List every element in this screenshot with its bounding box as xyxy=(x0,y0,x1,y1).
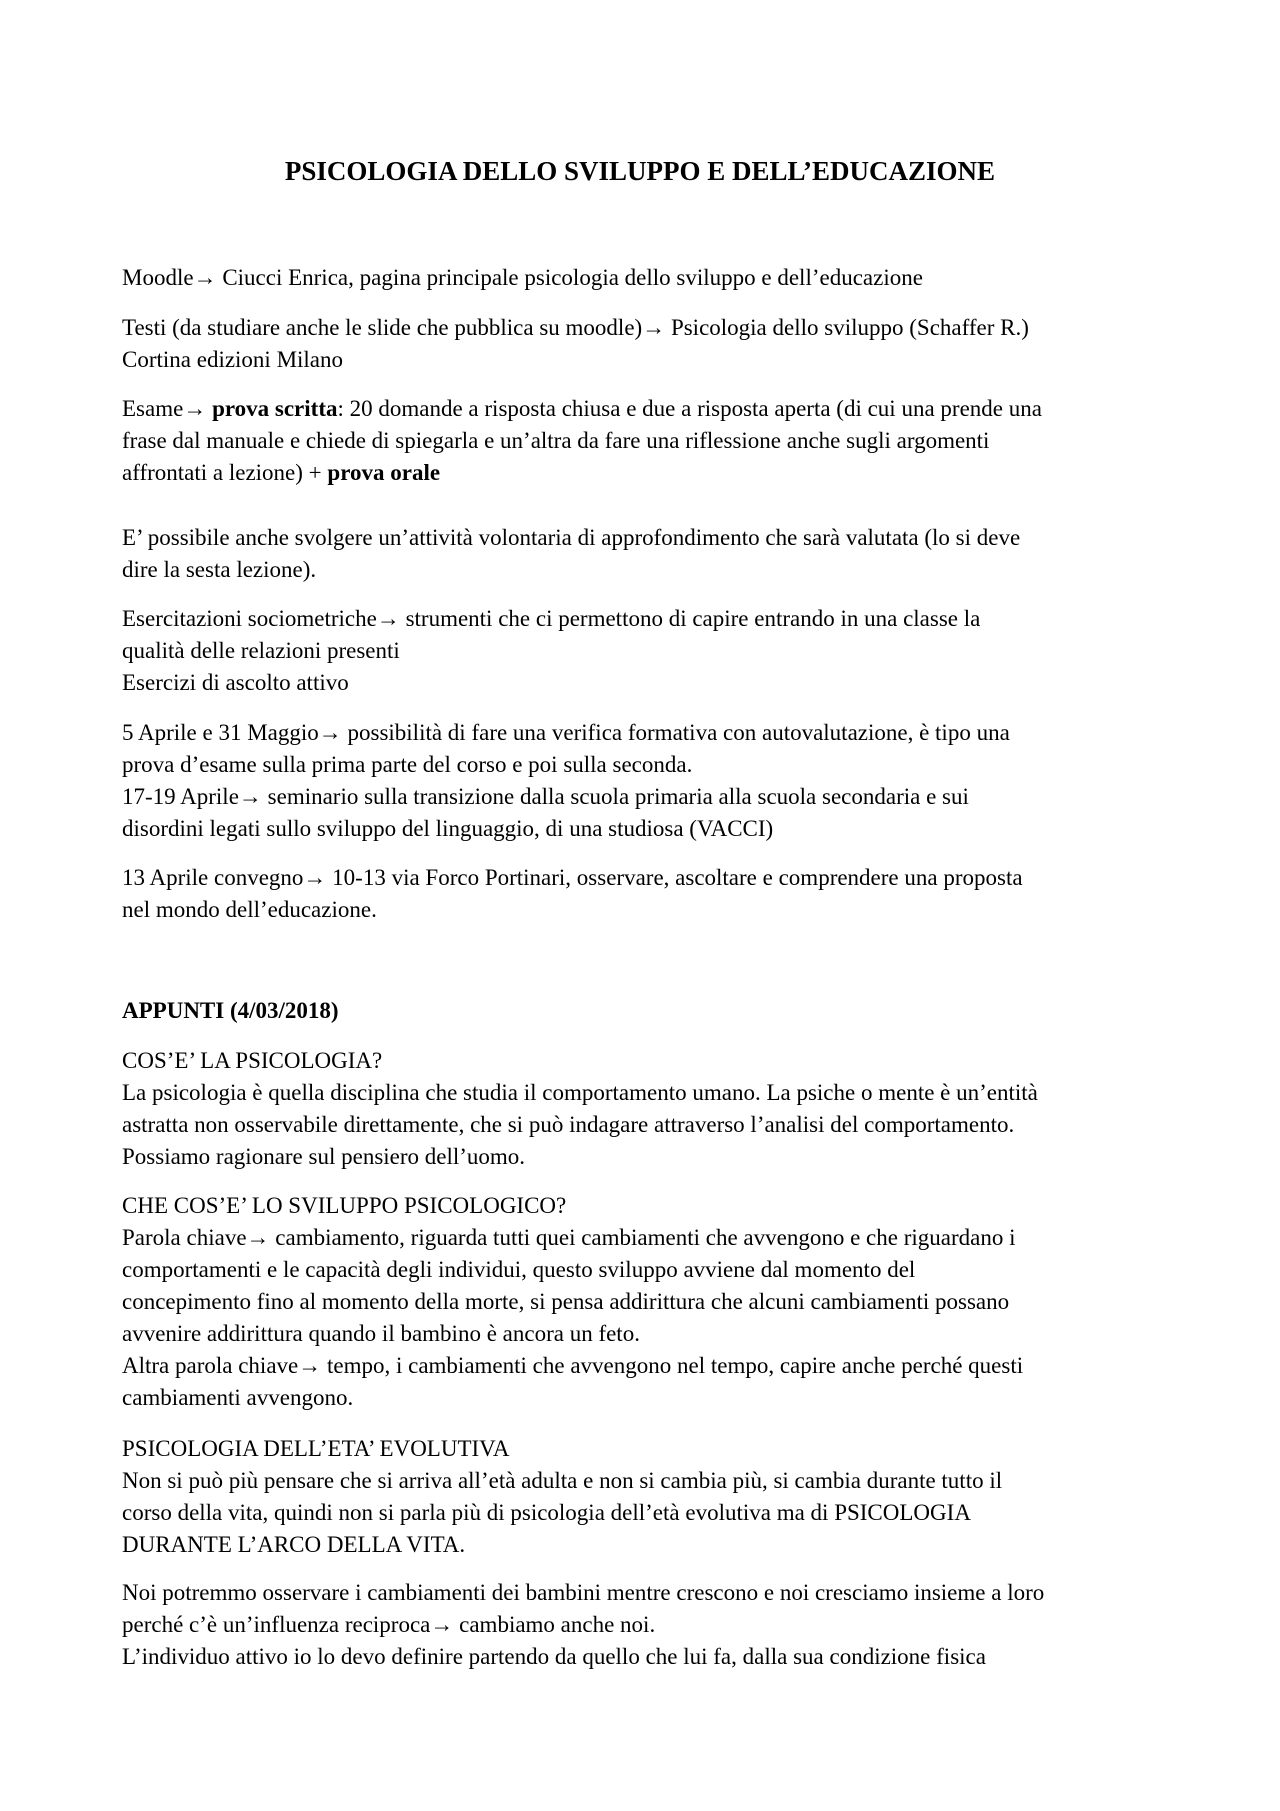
section-psicologia: COS’E’ LA PSICOLOGIA? La psicologia è quella disciplina che studia il comportamento umano. La psiche o mente è un’entità astratta non osservabile direttamente, che si può indagare attraverso l’analisi del comportamento. Possiamo ragionare sul pensiero dell’uomo. xyxy=(122,1045,1182,1173)
arrow-icon: → xyxy=(246,1225,270,1250)
paragraph-date: 5 Aprile e 31 Maggio→ possibilità di fare una verifica formativa con autovalutazione, è tipo una prova d’esame sulla prima parte del corso e poi sulla seconda. 17-19 Aprile→ seminario sulla transizione dalla scuola primaria alla scuola secondaria e sui disordini legati sullo sviluppo del linguaggio, di una studiosa (VACCI) xyxy=(122,720,1010,841)
arrow-icon: → xyxy=(193,265,217,290)
arrow-icon: → xyxy=(183,396,207,421)
section-eta-evolutiva: PSICOLOGIA DELL’ETA’ EVOLUTIVA Non si può più pensare che si arriva all’età adulta e non si cambia più, si cambia durante tutto il corso della vita, quindi non si parla più di psicologia dell’età evolutiva ma di PSICOLOGIA DURANTE L’ARCO DELLA VITA. xyxy=(122,1433,1182,1561)
arrow-icon: → xyxy=(318,720,342,745)
arrow-icon: → xyxy=(298,1353,322,1378)
section-appunti xyxy=(122,995,1182,1027)
section-sviluppo: CHE COS’E’ LO SVILUPPO PSICOLOGICO? Parola chiave→ cambiamento, riguarda tutti quei cambiamenti che avvengono e che riguardano i comportamenti e le capacità degli individui, questo sviluppo avviene dal momento del concepimento fino al momento della morte, si pensa addirittura che alcuni cambiamenti possano avvenire addirittura quando il bambino è ancora un feto. Altra parola chiave→ tempo, i cambiamenti che avvengono nel tempo, capire anche perché questi cambiamenti avvengono. xyxy=(122,1190,1182,1414)
prova-scritta-bold: prova scritta xyxy=(212,396,338,421)
arrow-icon: → xyxy=(238,784,262,809)
paragraph-convegno: 13 Aprile convegno→ 10-13 via Forco Portinari, osservare, ascoltare e comprendere una proposta nel mondo dell’educazione. xyxy=(122,865,1023,922)
paragraph-esercitazioni: Esercitazioni sociometriche→ strumenti che ci permettono di capire entrando in una classe la qualità delle relazioni presenti Esercizi di ascolto attivo xyxy=(122,606,981,695)
arrow-icon: → xyxy=(303,865,327,890)
arrow-icon: → xyxy=(376,606,400,631)
arrow-icon: → xyxy=(430,1612,454,1637)
paragraph-moodle: Moodle→ Ciucci Enrica, pagina principale psicologia dello sviluppo e dell’educazione xyxy=(122,265,923,290)
paragraph-bambini: Noi potremmo osservare i cambiamenti dei bambini mentre crescono e noi cresciamo insieme a loro perché c’è un’influenza reciproca→ cambiamo anche noi. L’individuo attivo io lo devo definire partendo da quello che lui fa, dalla sua condizione fisica xyxy=(122,1580,1045,1669)
appunti-heading: APPUNTI (4/03/2018) xyxy=(122,998,339,1023)
document-title: PSICOLOGIA DELLO SVILUPPO E DELL’EDUCAZIONE xyxy=(284,156,996,186)
paragraph-testi: Testi (da studiare anche le slide che pubblica su moodle)→ Psicologia dello sviluppo (Schaffer R.) Cortina edizioni Milano xyxy=(122,315,1029,372)
paragraph-attivita: E’ possibile anche svolgere un’attività volontaria di approfondimento che sarà valutata (lo si deve dire la sesta lezione). xyxy=(122,525,1021,582)
prova-orale-bold: prova orale xyxy=(327,460,441,485)
moodle-label: Moodle xyxy=(122,265,194,290)
eta-heading: PSICOLOGIA DELL’ETA’ EVOLUTIVA xyxy=(122,1436,510,1461)
arrow-icon: → xyxy=(642,315,666,340)
sviluppo-heading: CHE COS’E’ LO SVILUPPO PSICOLOGICO? xyxy=(122,1193,567,1218)
psicologia-heading: COS’E’ LA PSICOLOGIA? xyxy=(122,1048,383,1073)
paragraph-esame: Esame→ prova scritta: 20 domande a risposta chiusa e due a risposta aperta (di cui una prende una frase dal manuale e chiede di spiegarla e un’altra da fare una riflessione anche sugli argomenti affrontati a lezione) + prova orale xyxy=(122,396,1042,485)
